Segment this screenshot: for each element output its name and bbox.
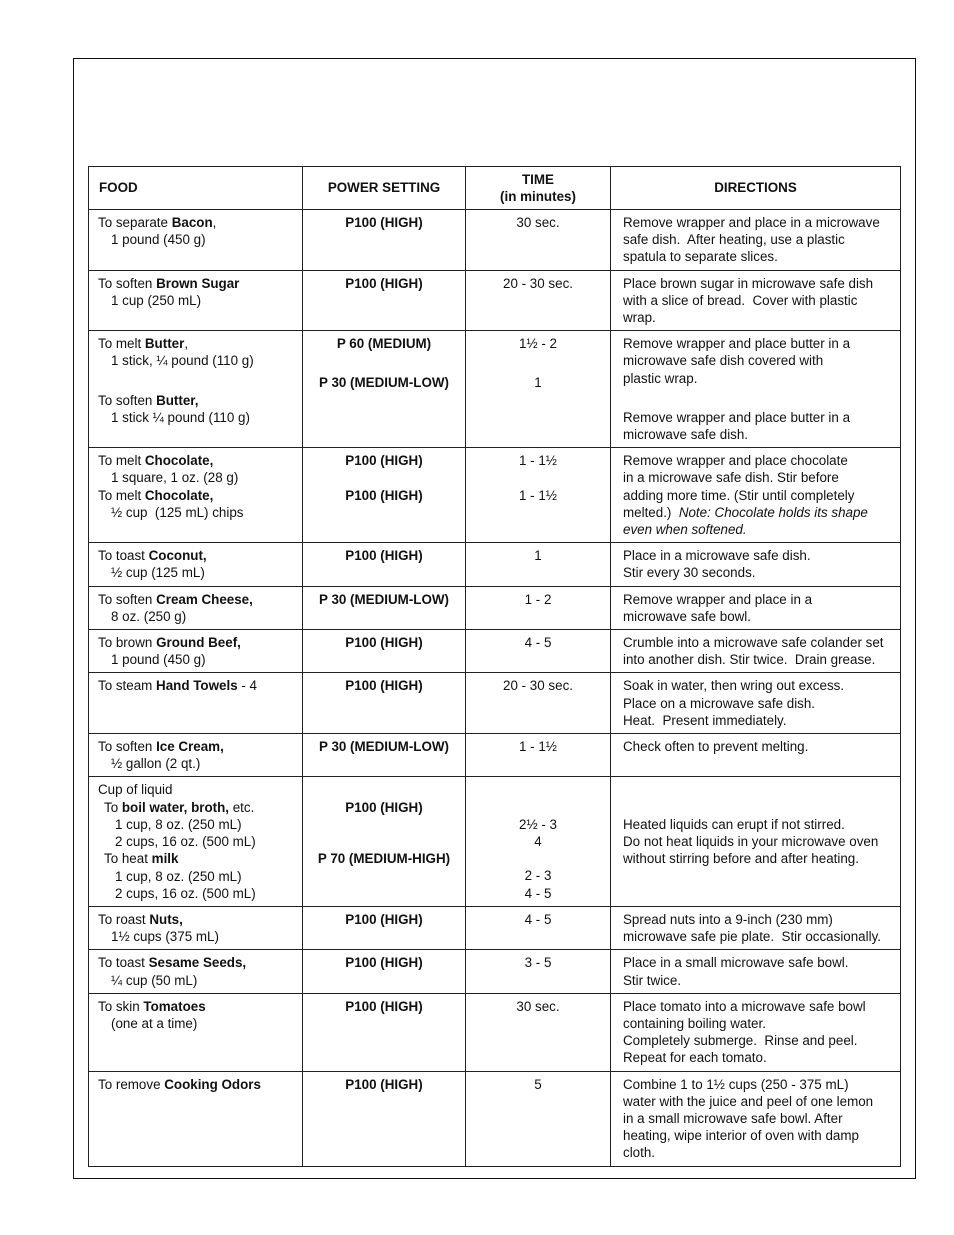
time-line: 1 — [534, 548, 542, 564]
directions-cell — [611, 331, 901, 448]
directions-line: Combine 1 to 1½ cups (250 - 375 mL) — [623, 1076, 849, 1092]
time-line: 20 - 30 sec. — [503, 275, 573, 291]
food-line — [98, 504, 298, 521]
directions-line: Place in a microwave safe dish. — [623, 548, 811, 564]
food-text: ¼ cup (50 mL) — [111, 972, 198, 988]
power-setting-cell — [303, 543, 466, 586]
power-line — [303, 816, 465, 833]
directions-line: safe dish. After heating, use a plastic — [623, 232, 845, 248]
food-text: To skin — [98, 998, 144, 1014]
food-item-name: Ice Cream, — [156, 739, 224, 755]
food-text: 1½ cups (375 mL) — [111, 929, 219, 945]
time-cell — [466, 1071, 611, 1166]
header-food: FOOD — [89, 167, 303, 210]
header-time — [466, 167, 611, 210]
directions-line: without stirring before and after heating. — [623, 851, 859, 867]
food-text: To soften — [98, 275, 157, 291]
food-line — [98, 591, 298, 608]
directions-line: Heat. Present immediately. — [623, 712, 787, 728]
time-line — [466, 469, 610, 486]
food-text: To melt — [98, 453, 145, 469]
directions-line: Check often to prevent melting. — [623, 739, 809, 755]
food-line — [98, 452, 298, 469]
row-spacer — [466, 352, 610, 374]
food-cell — [89, 210, 303, 271]
food-item-name: Coconut, — [148, 548, 207, 564]
time-line — [466, 781, 610, 798]
food-line: Cup of liquid — [98, 782, 173, 798]
time-line: 3 - 5 — [524, 955, 552, 971]
food-line — [98, 1076, 298, 1093]
time-line: 30 sec. — [516, 215, 560, 230]
food-text: , — [184, 336, 189, 352]
directions-line: Remove wrapper and place chocolate — [623, 453, 848, 469]
food-line — [98, 352, 298, 369]
food-text: ½ gallon (2 qt.) — [111, 756, 201, 772]
power-setting-cell — [303, 1071, 466, 1166]
directions-line: Stir twice. — [623, 972, 682, 988]
food-text: To soften — [98, 591, 157, 607]
row-spacer — [623, 387, 896, 409]
directions-line: Heated liquids can erupt if not stirred. — [623, 816, 845, 832]
food-text: 1 stick ¼ pound (110 g) — [111, 409, 250, 425]
food-line — [98, 608, 298, 625]
food-item-name: Cream Cheese, — [156, 591, 253, 607]
directions-text: melted.) — [623, 504, 679, 520]
time-line: 30 sec. — [516, 998, 560, 1014]
power-line: P100 (HIGH) — [345, 453, 423, 469]
directions-line: into another dish. Stir twice. Drain grease. — [623, 652, 876, 668]
directions-line: Stir every 30 seconds. — [623, 565, 756, 581]
directions-line — [623, 504, 896, 521]
food-cell — [89, 270, 303, 331]
food-text: 8 oz. (250 g) — [111, 608, 187, 624]
food-cell — [89, 993, 303, 1071]
food-text: 1 cup (250 mL) — [111, 292, 202, 308]
food-line — [98, 677, 298, 694]
directions-line: spatula to separate slices. — [623, 249, 778, 265]
food-text: , — [212, 215, 217, 230]
directions-cell — [611, 270, 901, 331]
food-text: To steam — [98, 678, 157, 694]
table-row — [89, 331, 901, 448]
food-item-name: Cooking Odors — [164, 1076, 261, 1092]
directions-line: heating, wipe interior of oven with damp — [623, 1128, 859, 1144]
food-text: To melt — [98, 487, 145, 503]
food-item-name: Butter, — [156, 392, 199, 408]
food-line: 2 cups, 16 oz. (500 mL) — [115, 885, 256, 901]
food-line — [98, 547, 298, 564]
directions-cell — [611, 630, 901, 673]
time-line: 1 - 2 — [524, 591, 552, 607]
food-cell — [89, 777, 303, 906]
power-line: P100 (HIGH) — [345, 955, 423, 971]
time-line: 1 - 1½ — [519, 453, 557, 469]
food-line — [98, 911, 298, 928]
directions-line: with a slice of bread. Cover with plastic — [623, 292, 858, 308]
food-text: To heat — [104, 851, 152, 867]
directions-line: in a microwave safe dish. Stir before — [623, 470, 839, 486]
power-line: P100 (HIGH) — [345, 215, 423, 230]
time-cell — [466, 270, 611, 331]
header-time-line2: (in minutes) — [500, 189, 576, 204]
time-line: 4 — [534, 834, 542, 850]
power-line: P100 (HIGH) — [345, 799, 423, 815]
directions-line: in a small microwave safe bowl. After — [623, 1110, 843, 1126]
food-text: (one at a time) — [111, 1015, 198, 1031]
header-power-setting: POWER SETTING — [303, 167, 466, 210]
row-spacer — [98, 370, 298, 392]
food-cell — [89, 630, 303, 673]
food-item-name: Bacon — [171, 215, 213, 230]
food-cell — [89, 543, 303, 586]
time-cell — [466, 734, 611, 777]
food-text: To toast — [98, 548, 149, 564]
time-line: 1 - 1½ — [519, 739, 557, 755]
power-line — [303, 781, 465, 798]
food-cell — [89, 734, 303, 777]
directions-line: containing boiling water. — [623, 1015, 766, 1031]
directions-note: Note: Chocolate holds its shape — [678, 504, 868, 520]
power-line: P100 (HIGH) — [345, 998, 423, 1014]
food-item-name: Brown Sugar — [156, 275, 240, 291]
food-item-name: Nuts, — [149, 911, 183, 927]
power-line: P 60 (MEDIUM) — [336, 336, 432, 352]
power-line: P100 (HIGH) — [345, 1076, 423, 1092]
directions-line: water with the juice and peel of one lemon — [623, 1093, 874, 1109]
directions-cell — [611, 950, 901, 993]
power-setting-cell — [303, 734, 466, 777]
row-spacer — [303, 352, 465, 374]
power-setting-cell — [303, 448, 466, 543]
food-item-name: Sesame Seeds, — [148, 955, 247, 971]
directions-cell — [611, 210, 901, 271]
time-line: 4 - 5 — [524, 635, 552, 651]
power-line: P 30 (MEDIUM-LOW) — [319, 739, 449, 755]
food-line — [98, 392, 298, 409]
power-setting-cell — [303, 777, 466, 906]
food-line — [98, 292, 298, 309]
power-line: P100 (HIGH) — [345, 487, 423, 503]
directions-line: Repeat for each tomato. — [623, 1050, 767, 1066]
time-line: 20 - 30 sec. — [503, 678, 573, 694]
table-row — [89, 1071, 901, 1166]
food-text: To roast — [98, 911, 150, 927]
power-setting-cell — [303, 630, 466, 673]
table-row — [89, 777, 901, 906]
power-setting-cell — [303, 586, 466, 629]
time-cell — [466, 331, 611, 448]
power-line: P 30 (MEDIUM-LOW) — [319, 375, 449, 391]
food-line — [98, 954, 298, 971]
power-line: P100 (HIGH) — [345, 275, 423, 291]
time-cell — [466, 906, 611, 949]
food-line — [98, 850, 298, 867]
food-line — [98, 738, 298, 755]
time-cell — [466, 210, 611, 271]
food-cell — [89, 586, 303, 629]
directions-cell — [611, 777, 901, 906]
food-line — [98, 214, 298, 231]
food-line — [98, 928, 298, 945]
directions-line: Do not heat liquids in your microwave oven — [623, 834, 879, 850]
food-item-name: Chocolate, — [144, 487, 214, 503]
food-text: To melt — [98, 336, 145, 352]
directions-line: Remove wrapper and place butter in a — [623, 409, 851, 425]
power-line: P100 (HIGH) — [345, 678, 423, 694]
food-item-name: boil water, broth, — [121, 799, 230, 815]
time-line: 4 - 5 — [524, 885, 552, 901]
table-row — [89, 673, 901, 734]
time-line — [466, 799, 610, 816]
food-line — [98, 1015, 298, 1032]
directions-line: Remove wrapper and place butter in a — [623, 336, 851, 352]
header-time-line1: TIME — [522, 171, 554, 187]
directions-line: Remove wrapper and place in a microwave — [623, 215, 880, 230]
directions-line: Place on a microwave safe dish. — [623, 695, 816, 711]
food-item-name: Butter — [144, 336, 185, 352]
food-cell — [89, 906, 303, 949]
header-directions: DIRECTIONS — [611, 167, 901, 210]
power-line — [303, 885, 465, 902]
power-setting-cell — [303, 993, 466, 1071]
directions-cell — [611, 906, 901, 949]
food-text: To toast — [98, 955, 149, 971]
food-text: To soften — [98, 739, 157, 755]
food-text: 1 pound (450 g) — [111, 652, 206, 668]
food-line — [98, 998, 298, 1015]
food-text: etc. — [229, 799, 255, 815]
directions-line: Remove wrapper and place in a — [623, 591, 813, 607]
directions-line: Spread nuts into a 9-inch (230 mm) — [623, 911, 833, 927]
food-text: To soften — [98, 392, 157, 408]
time-line: 1 — [534, 375, 542, 391]
food-line: 1 cup, 8 oz. (250 mL) — [115, 868, 242, 884]
directions-line: Place brown sugar in microwave safe dish — [623, 275, 874, 291]
power-line — [303, 469, 465, 486]
time-cell — [466, 993, 611, 1071]
directions-line: microwave safe dish. — [623, 427, 749, 443]
directions-cell — [611, 993, 901, 1071]
food-text: To brown — [98, 635, 157, 651]
food-line — [98, 755, 298, 772]
table-row — [89, 586, 901, 629]
power-setting-cell — [303, 331, 466, 448]
power-line: P100 (HIGH) — [345, 548, 423, 564]
food-text: - 4 — [237, 678, 257, 694]
food-line — [98, 634, 298, 651]
time-line: 2½ - 3 — [519, 816, 557, 832]
food-item-name: Tomatoes — [143, 998, 206, 1014]
time-line: 5 — [534, 1076, 542, 1092]
power-line — [303, 833, 465, 850]
time-line: 2 - 3 — [524, 868, 552, 884]
directions-line: Soak in water, then wring out excess. — [623, 678, 845, 694]
directions-cell — [611, 586, 901, 629]
food-line — [98, 651, 298, 668]
directions-cell — [611, 673, 901, 734]
food-line — [98, 799, 298, 816]
directions-line: Place in a small microwave safe bowl. — [623, 955, 849, 971]
power-line: P 70 (MEDIUM-HIGH) — [317, 851, 451, 867]
directions-cell — [611, 734, 901, 777]
table-row — [89, 630, 901, 673]
power-setting-cell — [303, 673, 466, 734]
header-row — [89, 167, 901, 210]
food-text: To separate — [98, 215, 172, 230]
time-line — [466, 850, 610, 867]
table-row — [89, 543, 901, 586]
food-text: 1 square, 1 oz. (28 g) — [111, 470, 239, 486]
directions-line: Crumble into a microwave safe colander set — [623, 635, 884, 651]
food-cell — [89, 331, 303, 448]
directions-line — [623, 781, 896, 798]
directions-line: Place tomato into a microwave safe bowl — [623, 998, 866, 1014]
directions-line: microwave safe dish covered with — [623, 353, 824, 369]
directions-cell — [611, 543, 901, 586]
food-item-name: milk — [151, 851, 179, 867]
food-text: To remove — [98, 1076, 165, 1092]
food-line: 2 cups, 16 oz. (500 mL) — [115, 834, 256, 850]
directions-cell — [611, 448, 901, 543]
time-line: 1½ - 2 — [519, 336, 557, 352]
directions-cell — [611, 1071, 901, 1166]
food-line — [98, 564, 298, 581]
power-line: P 30 (MEDIUM-LOW) — [319, 591, 449, 607]
power-setting-cell — [303, 950, 466, 993]
food-text: ½ cup (125 mL) chips — [111, 504, 244, 520]
power-line — [303, 867, 465, 884]
time-cell — [466, 630, 611, 673]
table-row — [89, 906, 901, 949]
time-cell — [466, 673, 611, 734]
food-cell — [89, 950, 303, 993]
table-row — [89, 448, 901, 543]
food-item-name: Chocolate, — [144, 453, 214, 469]
time-cell — [466, 448, 611, 543]
food-text: ½ cup (125 mL) — [111, 565, 205, 581]
directions-line: microwave safe pie plate. Stir occasionally. — [623, 929, 882, 945]
time-line: 1 - 1½ — [519, 487, 557, 503]
table-row — [89, 993, 901, 1071]
directions-line: microwave safe bowl. — [623, 608, 752, 624]
food-line — [98, 275, 298, 292]
power-setting-cell — [303, 270, 466, 331]
food-line — [98, 335, 298, 352]
time-line: 4 - 5 — [524, 911, 552, 927]
power-line: P100 (HIGH) — [345, 911, 423, 927]
food-item-name: Hand Towels — [156, 678, 238, 694]
time-cell — [466, 543, 611, 586]
microwave-cooking-guide-table — [88, 166, 901, 1167]
directions-line — [623, 799, 896, 816]
table-row — [89, 210, 901, 271]
food-line — [98, 487, 298, 504]
directions-line: plastic wrap. — [623, 370, 698, 386]
directions-note: even when softened. — [623, 522, 747, 538]
table-row — [89, 950, 901, 993]
food-line — [98, 231, 298, 248]
directions-line: wrap. — [623, 310, 656, 326]
time-cell — [466, 777, 611, 906]
time-cell — [466, 950, 611, 993]
power-setting-cell — [303, 210, 466, 271]
directions-line: cloth. — [623, 1145, 656, 1161]
food-text: 1 pound (450 g) — [111, 232, 206, 248]
power-line: P100 (HIGH) — [345, 635, 423, 651]
food-cell — [89, 448, 303, 543]
food-line — [98, 972, 298, 989]
food-line — [98, 409, 298, 426]
food-cell — [89, 1071, 303, 1166]
food-line — [98, 469, 298, 486]
food-text: To — [104, 799, 122, 815]
time-cell — [466, 586, 611, 629]
food-text: 1 stick, ¼ pound (110 g) — [111, 353, 254, 369]
table-row — [89, 270, 901, 331]
food-item-name: Ground Beef, — [156, 635, 241, 651]
directions-line: adding more time. (Stir until completely — [623, 487, 855, 503]
power-setting-cell — [303, 906, 466, 949]
table-row — [89, 734, 901, 777]
food-line: 1 cup, 8 oz. (250 mL) — [115, 816, 242, 832]
food-cell — [89, 673, 303, 734]
directions-line: Completely submerge. Rinse and peel. — [623, 1033, 858, 1049]
